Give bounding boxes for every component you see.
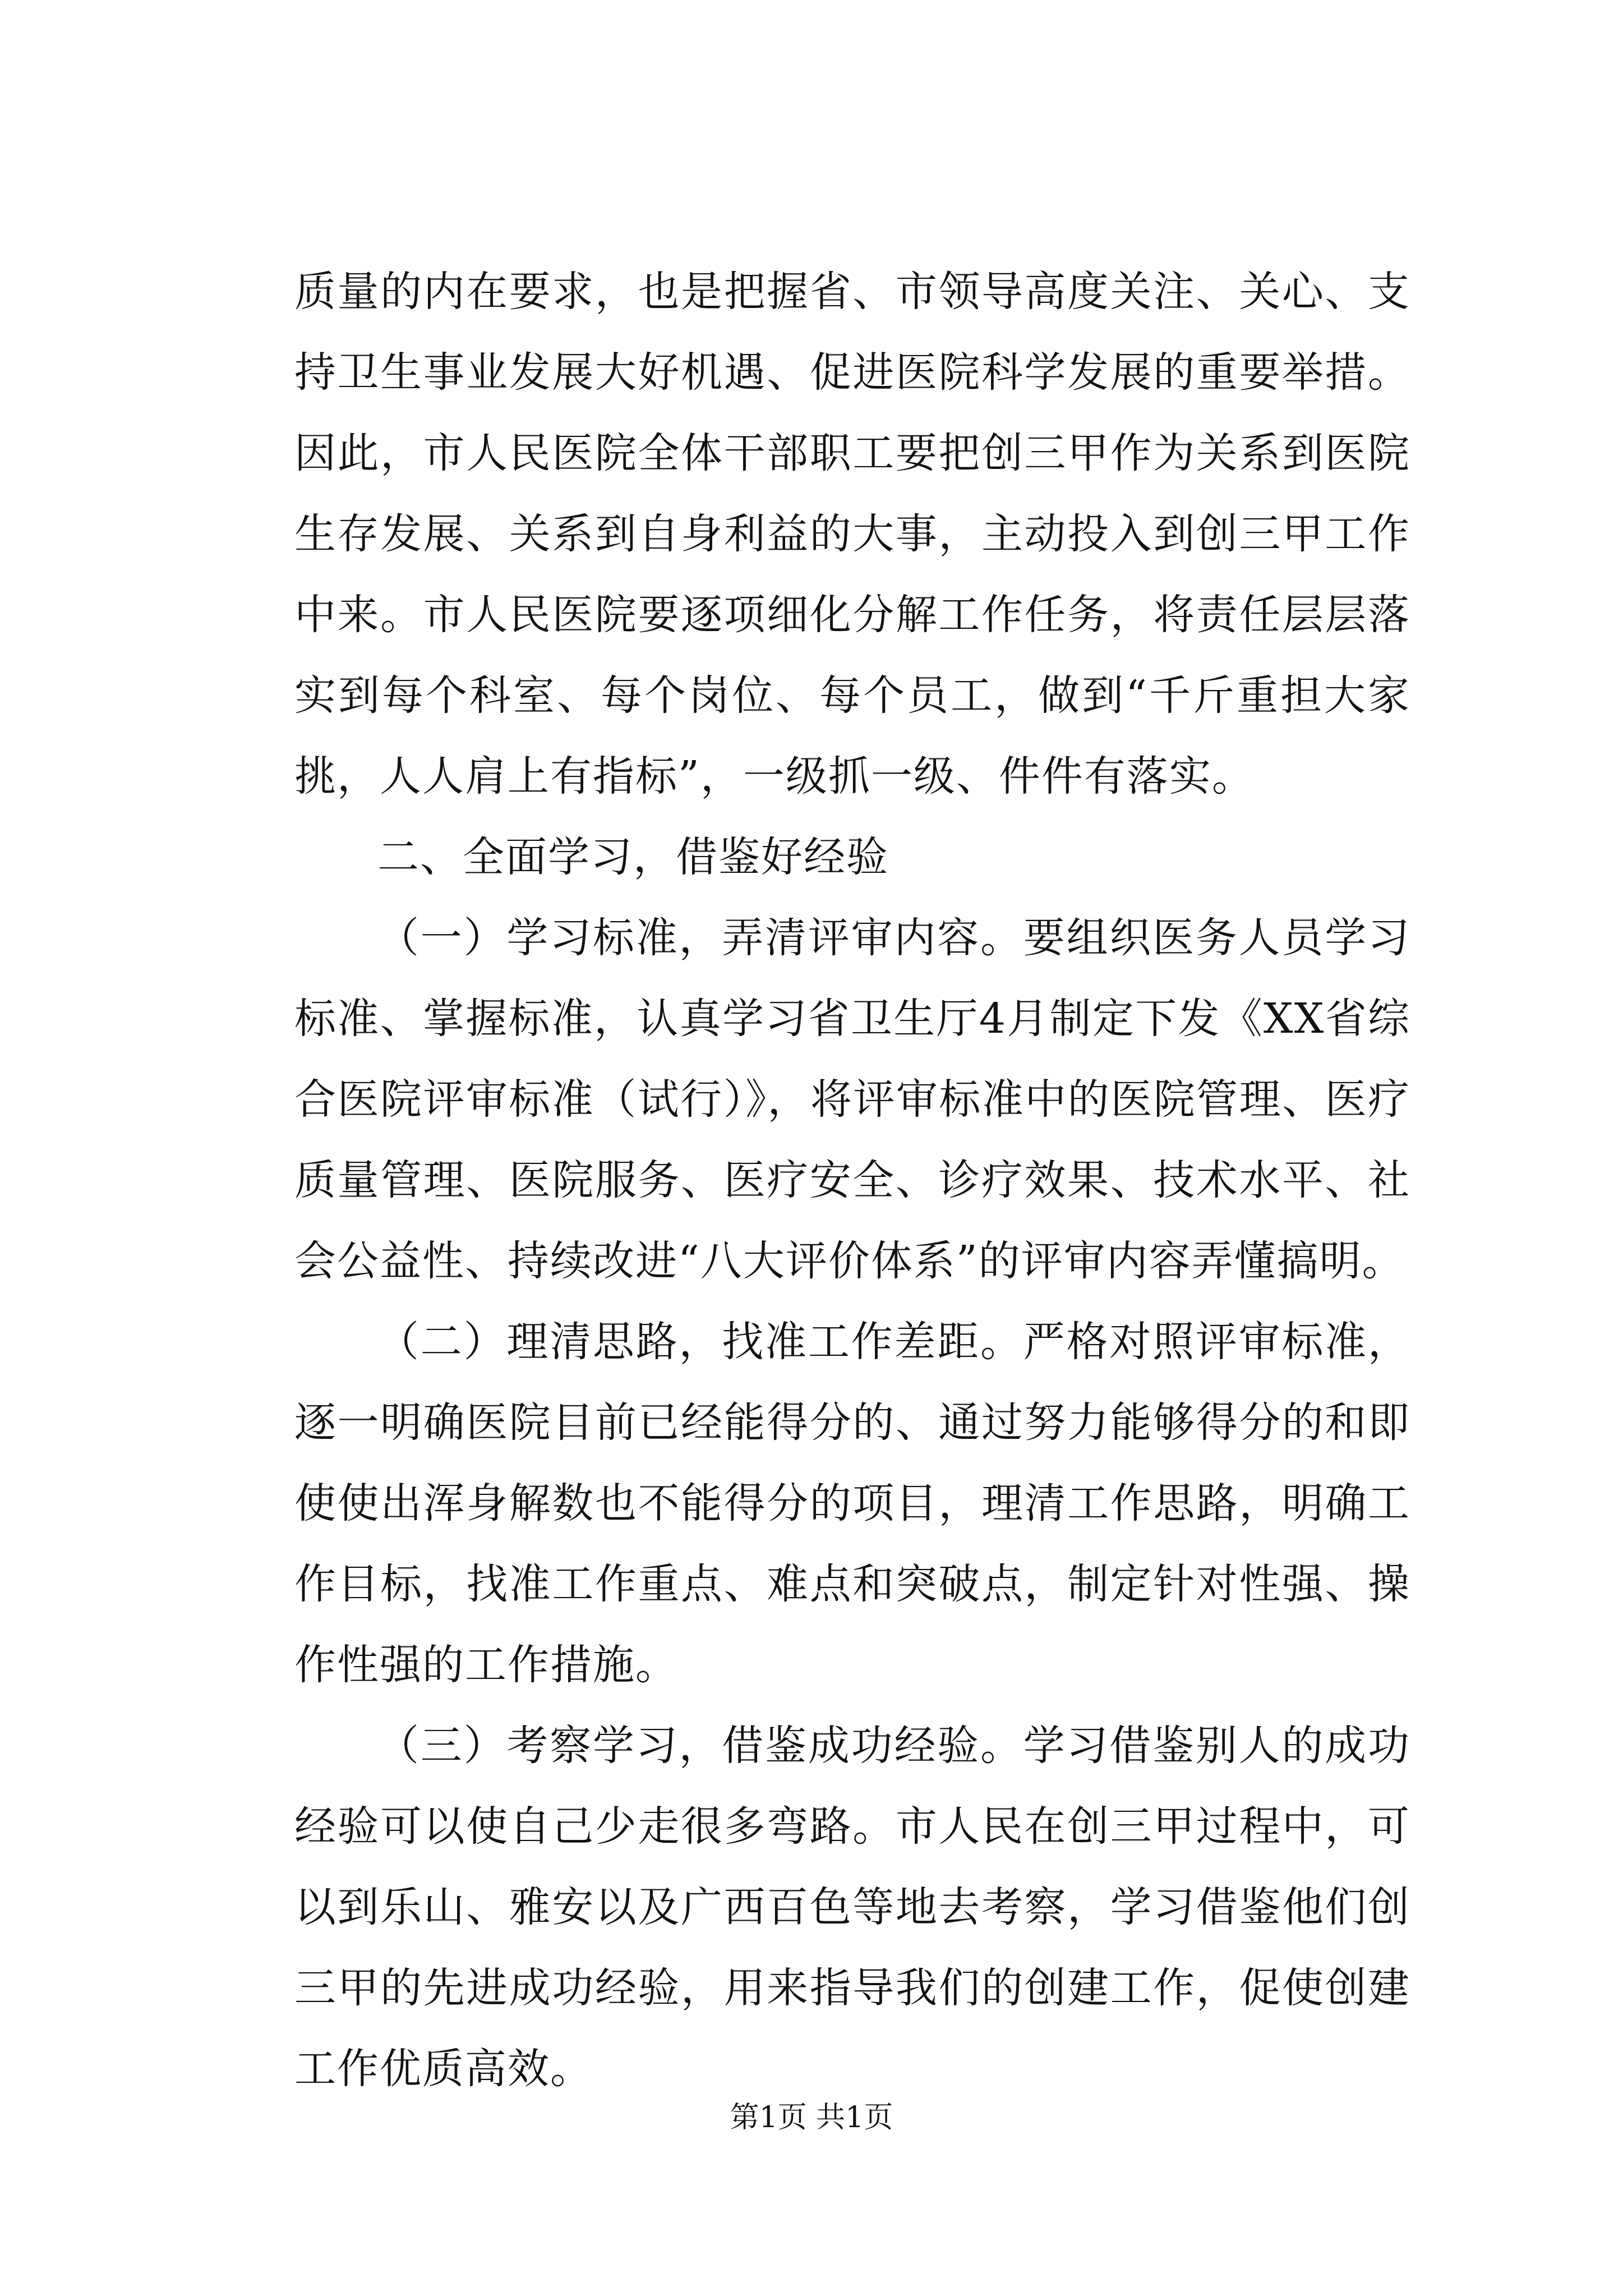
document-body xyxy=(294,251,1410,2109)
paragraph-item-3: （三）考察学习，借鉴成功经验。学习借鉴别人的成功经验可以使自己少走很多弯路。市人民在创三甲过程中，可以到乐山、雅安以及广西百色等地去考察，学习借鉴他们创三甲的先进成功经验，用来指导我们的创建工作，促使创建工作优质高效。 xyxy=(294,1722,1410,2093)
paragraph-item-1: （一）学习标准，弄清评审内容。要组织医务人员学习标准、掌握标准，认真学习省卫生厅4月制定下发《XX省综合医院评审标准（试行）》，将评审标准中的医院管理、医疗质量管理、医院服务、医疗安全、诊疗效果、技术水平、社会公益性、持续改进“八大评价体系”的评审内容弄懂搞明。 xyxy=(294,914,1410,1285)
page-footer: 第1页 共1页 xyxy=(730,2101,893,2134)
section-heading: 二、全面学习，借鉴好经验 xyxy=(377,833,889,881)
paragraph-continuation: 质量的内在要求，也是把握省、市领导高度关注、关心、支持卫生事业发展大好机遇、促进医院科学发展的重要举措。因此，市人民医院全体干部职工要把创三甲作为关系到医院生存发展、关系到自身利益的大事，主动投入到创三甲工作中来。市人民医院要逐项细化分解工作任务，将责任层层落实到每个科室、每个岗位、每个员工，做到“千斤重担大家挑，人人肩上有指标”，一级抓一级、件件有落实。 xyxy=(294,268,1410,800)
paragraph-item-2: （二）理清思路，找准工作差距。严格对照评审标准，逐一明确医院目前已经能得分的、通过努力能够得分的和即使使出浑身解数也不能得分的项目，理清工作思路，明确工作目标，找准工作重点、难点和突破点，制定针对性强、操作性强的工作措施。 xyxy=(294,1318,1410,1689)
